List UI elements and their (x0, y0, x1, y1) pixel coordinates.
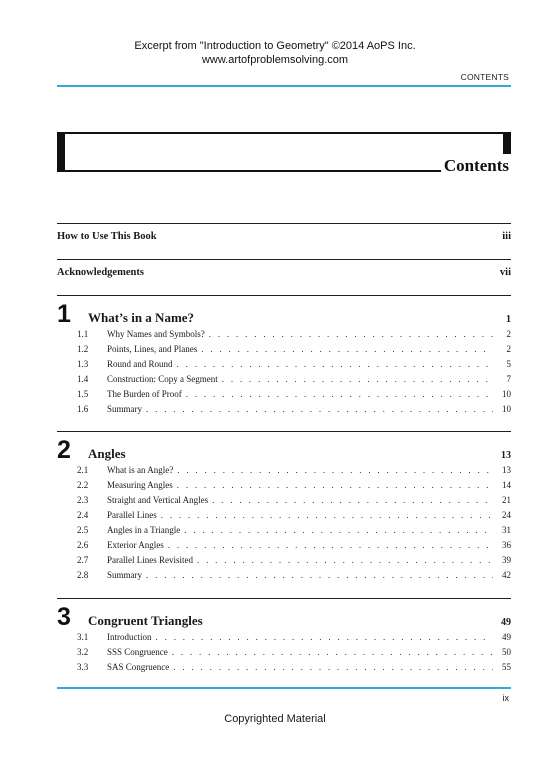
dot-leader (177, 479, 493, 492)
section-number: 2.1 (77, 465, 89, 475)
chapter-title-row[interactable] (88, 613, 511, 629)
chapter-number: 2 (57, 436, 71, 464)
section-title: SSS Congruence (107, 647, 168, 657)
section-page: 24 (502, 510, 511, 520)
toc-entry-title: Acknowledgements (57, 267, 144, 278)
toc-section[interactable] (77, 328, 511, 341)
toc-entry-title: How to Use This Book (57, 231, 157, 242)
section-number: 2.8 (77, 570, 89, 580)
dot-leader (146, 569, 493, 582)
divider (57, 295, 511, 296)
section-number: 1.4 (77, 374, 89, 384)
section-number: 2.7 (77, 555, 89, 565)
dot-leader (177, 358, 493, 371)
chapter-title: Angles (88, 446, 126, 461)
toc-section[interactable] (77, 479, 511, 492)
dot-leader (201, 343, 493, 356)
section-page: 10 (502, 404, 511, 414)
section-title: Parallel Lines (107, 510, 157, 520)
dot-leader (146, 403, 493, 416)
title-frame-bottom (65, 170, 441, 172)
section-title: What is an Angle? (107, 465, 174, 475)
excerpt-notice: Excerpt from "Introduction to Geometry" ©2014 AoPS Inc. (134, 40, 416, 52)
toc-section[interactable] (77, 358, 511, 371)
chapter-page: 1 (506, 314, 511, 325)
chapter-page: 13 (501, 450, 511, 461)
toc-entry-acknowledgements[interactable] (57, 267, 511, 278)
section-number: 3.3 (77, 662, 89, 672)
section-number: 2.4 (77, 510, 89, 520)
divider (57, 259, 511, 260)
section-title: Angles in a Triangle (107, 525, 181, 535)
section-number: 3.2 (77, 647, 89, 657)
dot-leader (172, 646, 493, 659)
toc-section[interactable] (77, 403, 511, 416)
section-number: 1.1 (77, 329, 89, 339)
section-page: 31 (502, 525, 511, 535)
toc-entry-how-to-use[interactable] (57, 231, 511, 242)
dot-leader (197, 554, 493, 567)
section-page: 21 (502, 495, 511, 505)
footer-rule (57, 687, 511, 689)
title-frame-left (57, 132, 65, 172)
chapter-title-row[interactable] (88, 446, 511, 462)
toc-section[interactable] (77, 464, 511, 477)
dot-leader (212, 494, 493, 507)
section-number: 2.6 (77, 540, 89, 550)
section-number: 1.2 (77, 344, 89, 354)
section-title: Construction: Copy a Segment (107, 374, 218, 384)
section-page: 2 (506, 344, 511, 354)
section-page: 10 (502, 389, 511, 399)
dot-leader (173, 661, 493, 674)
section-title: Parallel Lines Revisited (107, 555, 193, 565)
section-page: 14 (502, 480, 511, 490)
running-head: CONTENTS (460, 72, 509, 82)
dot-leader (184, 524, 493, 537)
dot-leader (168, 539, 493, 552)
section-title: SAS Congruence (107, 662, 170, 672)
toc-entry-page: vii (499, 267, 511, 278)
copyright-notice: Copyrighted Material (224, 713, 326, 725)
section-number: 2.5 (77, 525, 89, 535)
toc-section[interactable] (77, 343, 511, 356)
toc-section[interactable] (77, 524, 511, 537)
section-page: 36 (502, 540, 511, 550)
toc-section[interactable] (77, 539, 511, 552)
section-page: 2 (506, 329, 511, 339)
section-page: 7 (506, 374, 511, 384)
toc-section[interactable] (77, 494, 511, 507)
section-number: 2.2 (77, 480, 89, 490)
section-title: Why Names and Symbols? (107, 329, 205, 339)
chapter-page: 49 (501, 617, 511, 628)
title-frame-right (503, 132, 511, 154)
section-page: 55 (502, 662, 511, 672)
section-number: 1.3 (77, 359, 89, 369)
divider (57, 598, 511, 599)
section-title: Measuring Angles (107, 480, 173, 490)
toc-section[interactable] (77, 569, 511, 582)
section-number: 2.3 (77, 495, 89, 505)
section-title: Exterior Angles (107, 540, 164, 550)
toc-entry-page: iii (502, 231, 511, 242)
section-title: Summary (107, 404, 142, 414)
toc-section[interactable] (77, 373, 511, 386)
dot-leader (156, 631, 494, 644)
dot-leader (161, 509, 493, 522)
section-page: 42 (502, 570, 511, 580)
section-title: Round and Round (107, 359, 173, 369)
section-title: Points, Lines, and Planes (107, 344, 198, 354)
section-number: 1.5 (77, 389, 89, 399)
section-page: 49 (502, 632, 511, 642)
section-title: Straight and Vertical Angles (107, 495, 209, 505)
website-url: www.artofproblemsolving.com (201, 54, 349, 66)
section-title: The Burden of Proof (107, 389, 182, 399)
section-number: 3.1 (77, 632, 89, 642)
toc-section[interactable] (77, 388, 511, 401)
section-page: 5 (506, 359, 511, 369)
toc-section[interactable] (77, 554, 511, 567)
page-number: ix (502, 693, 509, 703)
page-title: Contents (443, 156, 509, 175)
chapter-title: Congruent Triangles (88, 613, 203, 628)
toc-section[interactable] (77, 631, 511, 644)
section-page: 39 (502, 555, 511, 565)
dot-leader (209, 328, 493, 341)
divider (57, 431, 511, 432)
chapter-number: 1 (57, 300, 71, 328)
section-page: 50 (502, 647, 511, 657)
dot-leader (186, 388, 493, 401)
title-frame-top (57, 132, 509, 134)
dot-leader (177, 464, 493, 477)
toc-section[interactable] (77, 646, 511, 659)
header-rule (57, 85, 511, 87)
section-title: Introduction (107, 632, 152, 642)
dot-leader (222, 373, 493, 386)
chapter-title: What’s in a Name? (88, 310, 195, 325)
section-number: 1.6 (77, 404, 89, 414)
section-title: Summary (107, 570, 142, 580)
section-page: 13 (502, 465, 511, 475)
divider (57, 223, 511, 224)
toc-section[interactable] (77, 661, 511, 674)
toc-section[interactable] (77, 509, 511, 522)
chapter-title-row[interactable] (88, 310, 511, 326)
chapter-number: 3 (57, 603, 71, 631)
